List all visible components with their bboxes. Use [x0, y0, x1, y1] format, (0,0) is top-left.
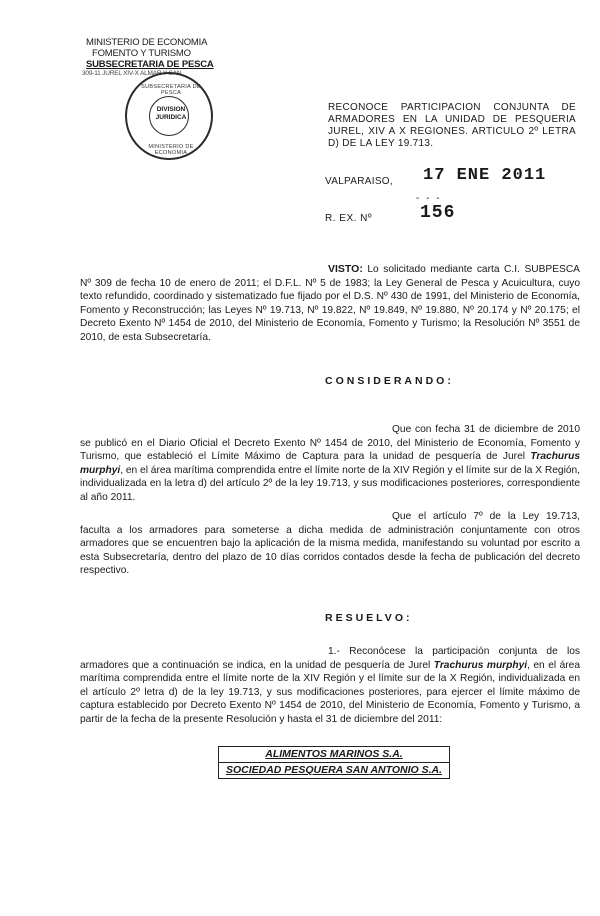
- considerando-p1-end: , en el área marítima comprendida entre el límite norte de la XIV Región y el límite sur de la X Región, individualizada en la letra d) del artículo 2º de la ley 19.713, y sus modificaciones posteriores, correspondiente al año 2011.: [80, 464, 580, 503]
- seal-ring-bottom-text: MINISTERIO DE ECONOMIA: [148, 144, 194, 156]
- ministry-header: [82, 37, 214, 78]
- armador-row: ALIMENTOS MARINOS S.A.: [265, 748, 403, 760]
- separator-dashes: - - -: [416, 193, 442, 204]
- considerando-paragraph-1: [80, 423, 580, 504]
- considerando-p1-start: Que con fecha 31 de diciembre de 2010 se publicó en el Diario Oficial el Decreto Exento Nº 1454 de 2010, del Ministerio de Economía, Fomento y Turismo, que estableció el Límite Máximo de Captura para la unidad de pesquería de Jurel: [80, 424, 580, 462]
- place-label: VALPARAISO,: [325, 176, 393, 187]
- visto-paragraph: [80, 263, 580, 344]
- header-ministry-sub: FOMENTO Y TURISMO: [92, 48, 191, 59]
- resuelvo-p1-end: , en el área marítima comprendida entre el límite norte de la XIV Región y el límite sur de la X Región, individualizada en el artículo 2º letra d) de la ley 19.713, y sus modificaciones posteriores, para ejercer el límite máximo de captura establecido por Decreto Exento Nº 1454 de 2010, del Ministerio de Economía, Fomento y Turismo, a partir de la fecha de la presente Resolución y hasta el 31 de diciembre del 2011:: [80, 659, 580, 725]
- date-stamp: 17 ENE 2011: [423, 166, 547, 185]
- visto-text: Lo solicitado mediante carta C.I. SUBPESCA Nº 309 de fecha 10 de enero de 2011; el D.F.L. Nº 5 de 1983; la Ley General de Pesca y Acuicultura, cuyo texto refundido, coordinado y sistematizado fue fijado por el D.S. Nº 430 de 1991, del Ministerio de Economía, Fomento y Reconstrucción; las Leyes Nº 19.713, Nº 19.822, Nº 19.849, Nº 19.880, Nº 20.174 y Nº 20.175; el Decreto Exento Nº 1454 de 2010, del Ministerio de Economía, Fomento y Turismo; la Resolución Nº 3551 de 2010, de esta Subsecretaría.: [80, 264, 580, 343]
- armador-row: SOCIEDAD PESQUERA SAN ANTONIO S.A.: [219, 762, 449, 778]
- header-ministry: MINISTERIO DE ECONOMIA: [86, 37, 208, 48]
- considerando-heading: CONSIDERANDO:: [325, 375, 454, 387]
- resolution-title: RECONOCE PARTICIPACION CONJUNTA DE ARMADORES EN LA UNIDAD DE PESQUERIA JUREL, XIV A X REGIONES. ARTICULO 2º LETRA D) DE LA LEY 19.713.: [328, 102, 576, 149]
- division-juridica-seal: [125, 72, 213, 160]
- considerando-paragraph-2: Que el artículo 7º de la Ley 19.713, faculta a los armadores para someterse a dicha medida de administración conjuntamente con otros armadores que se encuentren bajo la aplicación de la misma medida, manifestando su voluntad por escrito a esta Subsecretaría, dentro del plazo de 10 días corridos contados desde la fecha de publicación del decreto respectivo.: [80, 511, 580, 576]
- armadores-table: [218, 746, 450, 779]
- resuelvo-p1-start: 1.- Reconócese la participación conjunta de los armadores que a continuación se indica, en la unidad de pesquería de Jurel: [80, 646, 580, 671]
- species-name: Trachurus murphyi: [433, 659, 528, 671]
- resolution-number: 156: [420, 203, 456, 223]
- visto-label: VISTO:: [328, 263, 363, 275]
- seal-ring-top-text: SUBSECRETARIA DE PESCA: [141, 84, 201, 96]
- header-reference: 309-11 JUREL XIV-X ALMAR Y SAN: [82, 70, 182, 77]
- seal-center-text: DIVISION JURIDICA: [155, 106, 187, 121]
- resuelvo-heading: RESUELVO:: [325, 612, 413, 624]
- resuelvo-paragraph-1: [80, 645, 580, 726]
- species-name: Trachurus murphyi: [80, 451, 580, 476]
- resolution-label: R. EX. Nº: [325, 213, 373, 224]
- header-subsecretaria: SUBSECRETARIA DE PESCA: [86, 59, 214, 70]
